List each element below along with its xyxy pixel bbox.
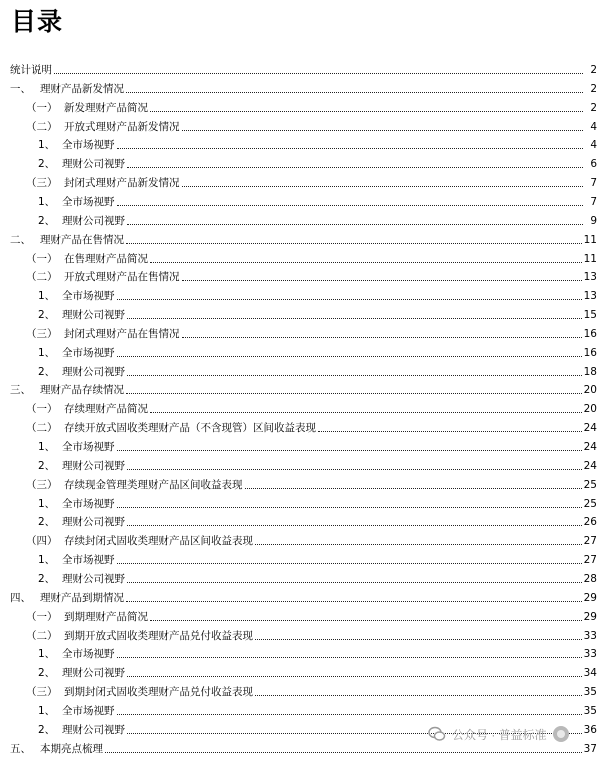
toc-entry-number: 2、 — [38, 214, 56, 227]
toc-entry-title: 理财产品新发情况 — [40, 82, 124, 95]
toc-entry[interactable] — [38, 510, 597, 528]
toc-entry[interactable] — [26, 529, 597, 547]
toc-entry-title: 统计说明 — [10, 64, 52, 76]
toc-entry-number: 四、 — [10, 591, 31, 604]
toc-dot-leader — [255, 544, 582, 545]
toc-entry-page: 28 — [583, 572, 597, 585]
toc-entry[interactable] — [26, 115, 597, 133]
watermark-label: 公众号 · 普益标准 — [452, 727, 547, 742]
toc-entry-title: 全市场视野 — [62, 441, 115, 453]
toc-entry[interactable] — [26, 416, 597, 434]
toc-entry-page: 4 — [590, 139, 597, 152]
toc-entry-number: （二） — [26, 271, 58, 284]
toc-entry-page: 7 — [590, 195, 597, 208]
toc-entry[interactable] — [26, 624, 597, 642]
toc-entry-page: 29 — [583, 591, 597, 604]
toc-entry-page: 2 — [590, 82, 597, 95]
toc-entry-title: 理财产品在售情况 — [40, 233, 124, 246]
toc-entry-page: 16 — [583, 346, 597, 359]
toc-entry-number: （二） — [26, 422, 58, 435]
toc-entry-number: 1、 — [38, 648, 56, 661]
toc-entry-title: 理财公司视野 — [62, 309, 125, 322]
toc-entry-page: 34 — [583, 667, 597, 680]
toc-entry-number: （一） — [26, 252, 58, 265]
toc-dot-leader — [117, 205, 584, 206]
toc-dot-leader — [54, 73, 583, 74]
toc-entry-page: 20 — [583, 384, 597, 397]
toc-entry-title: 理财公司视野 — [62, 214, 125, 227]
toc-entry[interactable] — [38, 454, 597, 472]
toc-entry-number: 三、 — [10, 384, 31, 397]
toc-dot-leader — [127, 318, 582, 319]
toc-entry-number: 2、 — [38, 516, 56, 529]
toc-entry[interactable] — [38, 435, 597, 453]
toc-entry-number: 1、 — [38, 195, 56, 208]
toc-dot-leader — [126, 601, 582, 602]
toc-entry-page: 35 — [583, 686, 597, 699]
toc-entry-page: 11 — [583, 252, 597, 265]
toc-entry-title: 封闭式理财产品在售情况 — [64, 327, 180, 340]
toc-entry-title: 全市场视野 — [62, 704, 115, 717]
toc-entry[interactable] — [26, 322, 597, 340]
toc-entry[interactable] — [38, 209, 597, 227]
toc-entry[interactable] — [38, 548, 597, 566]
toc-entry-number: 一、 — [10, 82, 31, 95]
toc-entry-title: 存续封闭式固收类理财产品区间收益表现 — [64, 535, 253, 548]
toc-entry-title: 理财产品存续情况 — [40, 384, 124, 397]
toc-entry-number: （三） — [26, 327, 58, 340]
page-title: 目录 — [11, 7, 64, 36]
toc-dot-leader — [127, 525, 582, 526]
toc-entry-title: 理财公司视野 — [62, 572, 125, 585]
toc-entry-number: 1、 — [38, 497, 56, 510]
toc-dot-leader — [255, 695, 582, 696]
toc-entry-number: 1、 — [38, 290, 56, 303]
toc-entry[interactable] — [26, 247, 597, 265]
toc-entry-page: 16 — [583, 327, 597, 340]
toc-dot-leader — [126, 92, 583, 93]
toc-entry-title: 存续开放式固收类理财产品（不含现管）区间收益表现 — [64, 422, 316, 435]
toc-entry-title: 全市场视野 — [62, 290, 115, 303]
toc-dot-leader — [127, 375, 582, 376]
toc-entry-number: 2、 — [38, 459, 56, 472]
toc-entry-title: 理财公司视野 — [62, 516, 125, 529]
toc-entry-title: 全市场视野 — [62, 139, 115, 152]
toc-dot-leader — [117, 148, 584, 149]
toc-entry-page: 27 — [583, 554, 597, 567]
toc-entry-page: 6 — [590, 158, 597, 171]
toc-entry-page: 33 — [583, 629, 597, 642]
toc-entry-number: 五、 — [10, 742, 31, 755]
toc-dot-leader — [127, 582, 582, 583]
toc-dot-leader — [105, 752, 582, 753]
toc-entry-number: （三） — [26, 177, 58, 190]
toc-dot-leader — [117, 450, 582, 451]
toc-dot-leader — [117, 299, 582, 300]
toc-entry-number: 2、 — [38, 723, 56, 736]
toc-entry-page: 2 — [590, 101, 597, 114]
toc-entry[interactable] — [38, 152, 597, 170]
toc-entry-number: 1、 — [38, 704, 56, 717]
toc-entry-title: 存续理财产品简况 — [64, 403, 148, 416]
toc-entry-title: 理财公司视野 — [62, 723, 125, 736]
toc-entry-number: 2、 — [38, 158, 56, 171]
toc-entry-number: （三） — [26, 478, 58, 491]
toc-entry[interactable] — [26, 680, 597, 698]
toc-entry[interactable] — [38, 699, 597, 717]
toc-dot-leader — [255, 639, 582, 640]
toc-entry[interactable] — [38, 642, 597, 660]
toc-entry-page: 37 — [583, 742, 597, 755]
toc-entry[interactable] — [26, 397, 597, 415]
toc-entry-number: 1、 — [38, 441, 56, 453]
toc-entry-title: 理财公司视野 — [62, 365, 125, 378]
toc-entry-number: （一） — [26, 101, 58, 114]
toc-entry[interactable] — [38, 190, 597, 208]
toc-entry-page: 25 — [583, 478, 597, 491]
toc-entry-page: 36 — [583, 723, 597, 736]
toc-dot-leader — [150, 111, 583, 112]
toc-entry-number: 2、 — [38, 667, 56, 680]
toc-dot-leader — [150, 620, 582, 621]
toc-dot-leader — [245, 488, 582, 489]
toc-entry[interactable] — [38, 341, 597, 359]
toc-entry-title: 到期开放式固收类理财产品兑付收益表现 — [64, 629, 253, 642]
toc-dot-leader — [117, 356, 582, 357]
wechat-icon — [428, 725, 446, 743]
toc-dot-leader — [127, 224, 583, 225]
toc-dot-leader — [127, 469, 582, 470]
toc-entry-number: （四） — [26, 535, 58, 548]
toc-entry-page: 24 — [583, 441, 597, 453]
toc-entry[interactable] — [38, 360, 597, 378]
toc-dot-leader — [182, 337, 582, 338]
toc-entry[interactable] — [10, 586, 597, 604]
toc-entry-number: 2、 — [38, 309, 56, 322]
toc-dot-leader — [150, 262, 582, 263]
toc-entry[interactable] — [26, 265, 597, 283]
toc-entry-page: 33 — [583, 648, 597, 661]
toc-entry-number: 二、 — [10, 233, 31, 246]
toc-entry[interactable] — [10, 58, 597, 76]
toc-entry[interactable] — [38, 567, 597, 585]
toc-entry[interactable] — [10, 228, 597, 246]
toc-entry[interactable] — [26, 171, 597, 189]
toc-entry[interactable] — [10, 77, 597, 95]
toc-dot-leader — [117, 657, 582, 658]
toc-entry-title: 理财公司视野 — [62, 158, 125, 171]
toc-entry-page: 2 — [590, 64, 597, 76]
toc-entry-number: （一） — [26, 403, 58, 416]
toc-dot-leader — [127, 167, 583, 168]
toc-dot-leader — [182, 280, 582, 281]
toc-entry-page: 20 — [583, 403, 597, 416]
toc-entry-number: （三） — [26, 686, 58, 699]
toc-entry-title: 在售理财产品简况 — [64, 252, 148, 265]
toc-entry-page: 24 — [583, 422, 597, 435]
toc-dot-leader — [182, 130, 584, 131]
toc-entry-number: 1、 — [38, 346, 56, 359]
toc-entry-title: 全市场视野 — [62, 195, 115, 208]
toc-entry-title: 存续现金管理类理财产品区间收益表现 — [64, 478, 243, 491]
toc-dot-leader — [150, 412, 582, 413]
toc-entry-page: 24 — [583, 459, 597, 472]
toc-dot-leader — [126, 243, 582, 244]
toc-entry-title: 全市场视野 — [62, 554, 115, 567]
toc-entry-number: （一） — [26, 610, 58, 623]
toc-entry-title: 全市场视野 — [62, 346, 115, 359]
toc-entry-number: 2、 — [38, 572, 56, 585]
toc-dot-leader — [182, 186, 584, 187]
toc-entry[interactable] — [38, 133, 597, 151]
toc-dot-leader — [318, 431, 582, 432]
toc-entry-title: 开放式理财产品新发情况 — [64, 120, 180, 133]
toc-entry-page: 27 — [583, 535, 597, 548]
toc-entry[interactable] — [38, 492, 597, 510]
toc-entry-title: 理财公司视野 — [62, 667, 125, 680]
toc-entry-title: 到期理财产品简况 — [64, 610, 148, 623]
toc-dot-leader — [126, 393, 582, 394]
toc-entry[interactable] — [38, 284, 597, 302]
toc-entry-page: 11 — [583, 233, 597, 246]
toc-dot-leader — [127, 676, 582, 677]
toc-entry-page: 18 — [583, 365, 597, 378]
toc-entry-page: 35 — [583, 704, 597, 717]
toc-dot-leader — [117, 507, 582, 508]
logo-icon — [553, 726, 569, 742]
toc-entry-page: 9 — [590, 214, 597, 227]
toc-entry-number: 2、 — [38, 365, 56, 378]
toc-entry-title: 到期封闭式固收类理财产品兑付收益表现 — [64, 686, 253, 699]
toc-entry-page: 4 — [590, 120, 597, 133]
toc-entry[interactable] — [38, 303, 597, 321]
toc-entry-title: 开放式理财产品在售情况 — [64, 271, 180, 284]
toc-entry-page: 7 — [590, 177, 597, 190]
toc-entry-title: 本期亮点梳理 — [40, 742, 103, 755]
toc-entry[interactable] — [26, 473, 597, 491]
toc-dot-leader — [117, 714, 582, 715]
toc-entry-page: 25 — [583, 497, 597, 510]
toc-entry[interactable] — [38, 661, 597, 679]
toc-entry-page: 15 — [583, 309, 597, 322]
toc-entry[interactable] — [26, 96, 597, 114]
watermark — [428, 723, 569, 745]
toc-dot-leader — [117, 563, 582, 564]
toc-entry-title: 全市场视野 — [62, 648, 115, 661]
toc-entry-number: （二） — [26, 629, 58, 642]
toc-entry[interactable] — [26, 605, 597, 623]
toc-entry[interactable] — [10, 378, 597, 396]
toc-entry-title: 全市场视野 — [62, 497, 115, 510]
toc-entry-title: 理财产品到期情况 — [40, 591, 124, 604]
toc-entry-title: 封闭式理财产品新发情况 — [64, 177, 180, 190]
toc-entry-title: 理财公司视野 — [62, 459, 125, 472]
toc-entry-page: 26 — [583, 516, 597, 529]
toc-entry-page: 13 — [583, 271, 597, 284]
toc-entry-page: 13 — [583, 290, 597, 303]
toc-entry-title: 新发理财产品简况 — [64, 101, 148, 114]
toc-entry-number: （二） — [26, 120, 58, 133]
toc-entry-number: 1、 — [38, 139, 56, 152]
toc-entry-number: 1、 — [38, 554, 56, 567]
toc-entry-page: 29 — [583, 610, 597, 623]
